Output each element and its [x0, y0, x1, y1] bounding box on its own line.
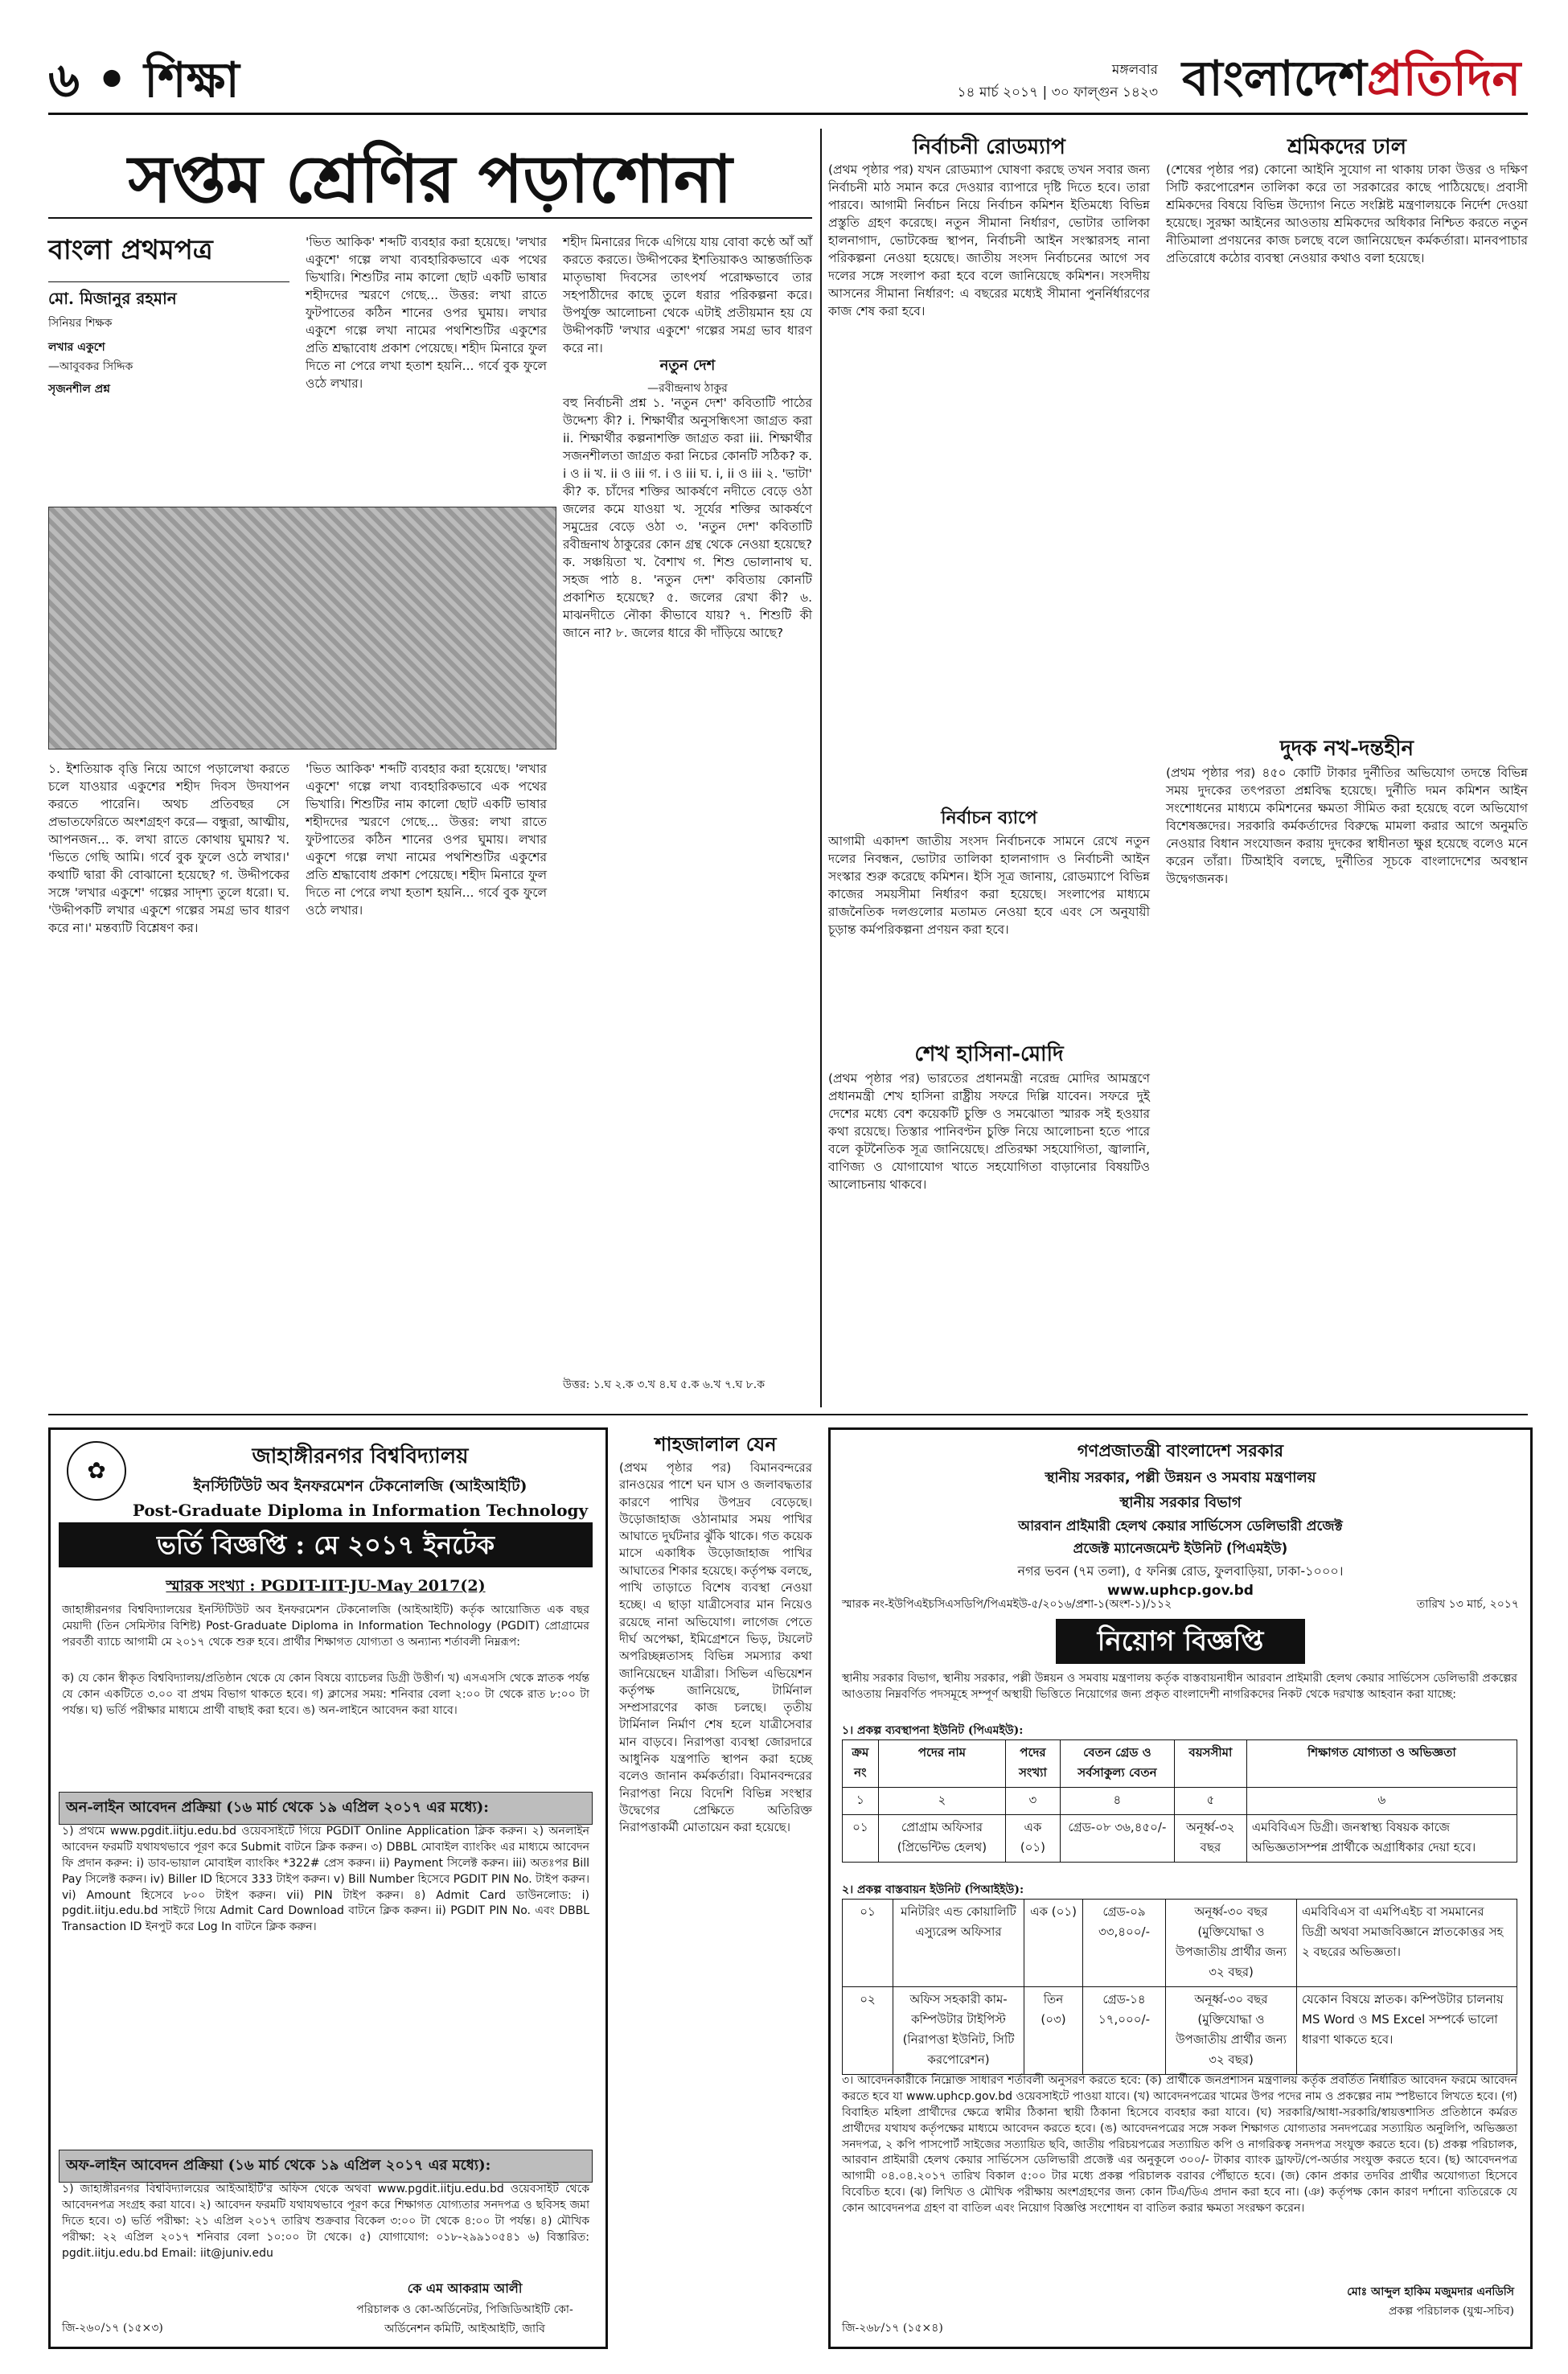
gov-website: www.uphcp.gov.bd — [1107, 1583, 1254, 1599]
gov-line-5: প্রজেক্ট ম্যানেজমেন্ট ইউনিট (পিএমইউ) — [1073, 1541, 1288, 1557]
ju-institute-name: ইনস্টিটিউট অব ইনফরমেশন টেকনোলজি (আইআইটি) — [193, 1477, 527, 1495]
table-cell: এক (০১) — [1006, 1815, 1061, 1863]
table-cell: মনিটরিং এন্ড কোয়ালিটি এস্যুরেন্স অফিসার — [893, 1900, 1024, 1987]
mcq-text: বহু নির্বাচনী প্রশ্ন ১. 'নতুন দেশ' কবিতাটি পাঠের উদ্দেশ্য কী? i. শিক্ষার্থীর অনুসন্ধিৎসা জাগ্রত করা ii. শিক্ষার্থীর কল্পনাশক্তি জাগ্রত করা iii. শিক্ষার্থীর সজনশীলতা জাগ্রত করা নিচের কোনটি সঠিক? ক. i ও ii খ. ii ও iii গ. i ও iii ঘ. i, ii ও iii ২. 'ভাটা' কী? ক. চাঁদের শক্তির আকর্ষণে নদীতে বেড়ে ওঠা জলের কমে যাওয়া খ. সূর্যের শক্তির আকর্ষণে সমুদ্রের বেড়ে ওঠা ৩. 'নতুন দেশ' কবিতাটি রবীন্দ্রনাথ ঠাকুরের কোন গ্রন্থ থেকে নেওয়া হয়েছে? ক. সঞ্চয়িতা খ. বৈশাখ গ. শিশু ভোলানাথ ঘ. সহজ পাঠ ৪. 'নতুন দেশ' কবিতায় কোনটি প্রকাশিত হয়েছে? ৫. জলের রেখা কী? ৬. মাঝনদীতে নৌকা কীভাবে যায়? ৭. শিশুটি কী জানে না? ৮. জলের ধারে কী দাঁড়িয়ে আছে? — [563, 396, 812, 640]
ju-rules: ক) যে কোন স্বীকৃত বিশ্ববিদ্যালয়/প্রতিষ্ঠান থেকে যে কোন বিষয়ে ব্যাচেলর ডিগ্রী উত্তীর্ণ। খ) এসএসসি থেকে স্নাতক পর্যন্ত যে কোন একটিতে ৩.০০ বা প্রথম বিভাগ থাকতে হবে। গ) ক্লাসের সময়: শনিবার বেলা ২:০০ টা থেকে রাত ৮:০০ টা পর্যন্ত। ঘ) ভর্তি পরীক্ষার মাধ্যমে প্রার্থী বাছাই করা হবে। ঙ) অন-লাইনে আবেদন করা যাবে। — [62, 1672, 589, 1717]
page-header — [48, 39, 1528, 115]
table-header: ক্রম নং — [843, 1740, 879, 1788]
table-row — [843, 1987, 1517, 2075]
gov-signer-role: প্রকল্প পরিচালক (যুগ্ম-সচিব) — [1388, 2305, 1514, 2318]
table-cell: যেকোন বিষয়ে স্নাতক। কম্পিউটার চালনায় MS Word ও MS Excel সম্পর্কে ভালো ধারণা থাকতে হবে। — [1297, 1987, 1517, 2075]
masthead-part-a: বাংলাদেশ — [1182, 51, 1367, 107]
table-number-row — [843, 1788, 1517, 1815]
election-subtitle: নির্বাচন ব্যাপে — [941, 807, 1037, 828]
subject-title: বাংলা প্রথমপত্র — [48, 234, 213, 266]
gov-table-2 — [842, 1899, 1517, 2075]
thief-text: (প্রথম পৃষ্ঠার পর) ৪৫০ কোটি টাকার দুর্নীতির অভিযোগ তদন্তে বিভিন্ন সময় দুদকের তৎপরতা প্রশ্নবিদ্ধ হয়েছে। দুর্নীতি দমন কমিশন আইন সংশোধনের মাধ্যমে কমিশনের ক্ষমতা সীমিত করা হয়েছে বলে অভিযোগ বিশেষজ্ঞদের। সরকারি কর্মকর্তাদের বিরুদ্ধে মামলা করার আগে অনুমতি নেওয়ার বিধান সংযোজন করায় দুদকের স্বাধীনতা ক্ষুণ্ণ হয়েছে বলেও মনে করেন তাঁরা। টিআইবি বলছে, দুর্নীতির সূচকে বাংলাদেশের অবস্থান উদ্বেগজনক। — [1166, 766, 1528, 886]
gov-line-3: স্থানীয় সরকার বিভাগ — [1119, 1494, 1242, 1511]
masthead-part-b: প্রতিদিন — [1366, 51, 1521, 107]
table-cell: অনূর্ধ্ব-৩০ বছর (মুক্তিযোদ্ধা ও উপজাতীয় প্রার্থীর জন্য ৩২ বছর) — [1166, 1900, 1297, 1987]
recruitment-ad — [828, 1427, 1533, 2349]
table-header: শিক্ষাগত যোগ্যতা ও অভিজ্ঞতা — [1246, 1740, 1517, 1788]
creative-question-label: সৃজনশীল প্রশ্ন — [48, 383, 110, 396]
gov-table-1 — [842, 1739, 1517, 1863]
masthead-logo — [1182, 42, 1521, 122]
lesson-title: লখার একুশে — [48, 341, 105, 354]
shahjalal-text: (প্রথম পৃষ্ঠার পর) বিমানবন্দরের রানওয়ের পাশে ঘন ঘাস ও জলাবদ্ধতার কারণে পাখির উপদ্রব বেড়েছে। উড়োজাহাজ ওঠানামার সময় পাখির আঘাতে দুর্ঘটনার ঝুঁকি থাকে। গত কয়েক মাসে একাধিক উড়োজাহাজ পাখির আঘাতের শিকার হয়েছে। কর্তৃপক্ষ বলছে, পাখি তাড়াতে বিশেষ ব্যবস্থা নেওয়া হচ্ছে। এ ছাড়া যাত্রীসেবার মান নিয়েও রয়েছে নানা অভিযোগ। লাগেজ পেতে দীর্ঘ অপেক্ষা, ইমিগ্রেশনে ভিড়, টয়লেট অপরিচ্ছন্নতাসহ বিভিন্ন সমস্যার কথা জানিয়েছেন যাত্রীরা। সিভিল এভিয়েশন কর্তৃপক্ষ জানিয়েছে, টার্মিনাল সম্প্রসারণের কাজ চলছে। তৃতীয় টার্মিনাল নির্মাণ শেষ হলে যাত্রীসেবার মান বাড়বে। নিরাপত্তা ব্যবস্থা জোরদারে আধুনিক যন্ত্রপাতি স্থাপন করা হচ্ছে বলেও জানান কর্মকর্তারা। বিমানবন্দরের নিরাপত্তা নিয়ে বিদেশি বিভিন্ন সংস্থার উদ্বেগের প্রেক্ষিতে অতিরিক্ত নিরাপত্তাকর্মী মোতায়েন করা হয়েছে। — [619, 1460, 812, 1835]
gov-conditions: ৩। আবেদনকারীকে নিম্নোক্ত সাধারণ শর্তাবলী অনুসরণ করতে হবে: (ক) প্রার্থীকে জনপ্রশাসন মন্ত্রণালয় কর্তৃক প্রবর্তিত নির্ধারিত আবেদন ফরমে আবেদন করতে হবে যা www.uphcp.gov.bd ওয়েবসাইটে পাওয়া যাবে। (খ) আবেদনপত্রের খামের উপর পদের নাম ও প্রকল্পের নাম স্পষ্টভাবে লিখতে হবে। (গ) বিবাহিত মহিলা প্রার্থীদের ক্ষেত্রে স্বামীর ঠিকানা স্থায়ী ঠিকানা হিসেবে ব্যবহার করা যাবে। (ঘ) সরকারি/আধা-সরকারি/স্বায়ত্তশাসিত প্রতিষ্ঠানে কর্মরত প্রার্থীদের যথাযথ কর্তৃপক্ষের মাধ্যমে আবেদন করতে হবে। (ঙ) আবেদনপত্রের সঙ্গে সকল শিক্ষাগত যোগ্যতার সনদপত্রের সত্যায়িত অনুলিপি, অভিজ্ঞতা সনদপত্র, ২ কপি পাসপোর্ট সাইজের সত্যায়িত ছবি, জাতীয় পরিচয়পত্রের সত্যায়িত কপি ও নাগরিকত্ব সনদপত্র সংযুক্ত করতে হবে। (চ) প্রকল্প পরিচালক, আরবান প্রাইমারী হেলথ কেয়ার সার্ভিসেস ডেলিভারী প্রজেক্ট এর অনুকূলে ৩০০/- টাকার ব্যাংক ড্রাফট/পে-অর্ডার সংযুক্ত করতে হবে। (ছ) আবেদনপত্র আগামী ০৪.০৪.২০১৭ তারিখ বিকাল ৫:০০ টার মধ্যে প্রকল্প পরিচালক বরাবর পৌঁছাতে হবে। (জ) কোন প্রকার তদবির প্রার্থীর অযোগ্যতা হিসেবে বিবেচিত হবে। (ঝ) লিখিত ও মৌখিক পরীক্ষায় অংশগ্রহণের জন্য কোন টিএ/ডিএ প্রদান করা হবে না। (ঞ) কর্তৃপক্ষ কোন কারণ দর্শানো ব্যতিরেকে যে কোন আবেদনপত্র গ্রহণ বা বাতিল এবং নিয়োগ বিজ্ঞপ্তি সংশোধন বা বাতিল করার ক্ষমতা সংরক্ষণ করেন। — [842, 2074, 1518, 2215]
students-exam-photo — [48, 507, 556, 750]
author-name: মো. মিজানুর রহমান — [48, 281, 289, 314]
election-text: (প্রথম পৃষ্ঠার পর) যখন রোডম্যাপ ঘোষণা করছে তখন সবার জন্য নির্বাচনী মাঠ সমান করে দেওয়ার ব্যাপারে দৃষ্টি দিতে হবে। তারা পারবে। আগামী নির্বাচন নিয়ে নির্বাচন কমিশন ইতিমধ্যে বিভিন্ন প্রস্তুতি গ্রহণ করেছে। নতুন সীমানা নির্ধারণ, ভোটার তালিকা হালনাগাদ, ভোটকেন্দ্র স্থাপন, নির্বাচনী আইন সংস্কারসহ নানা পরিকল্পনা নেওয়া হয়েছে। জাতীয় সংসদ নির্বাচনের আগে সব দলের সঙ্গে সংলাপ করা হবে বলে জানিয়েছে কমিশন। সংসদীয় আসনের সীমানা নির্ধারণ: এ বছরের মধ্যেই সীমানা পুনর্নির্ধারণের কাজ শেষ করা হবে। — [828, 162, 1150, 318]
ju-offline-bar: অফ-লাইন আবেদন প্রক্রিয়া (১৬ মার্চ থেকে ১৯ এপ্রিল ২০১৭ এর মধ্যে): — [59, 2150, 593, 2183]
workers-text: (শেষের পৃষ্ঠার পর) কোনো আইনি সুযোগ না থাকায় ঢাকা উত্তর ও দক্ষিণ সিটি করপোরেশন তালিকা করে তা সরকারের কাছে পাঠিয়েছে। প্রবাসী শ্রমিকদের বিষয়ে বিভিন্ন উদ্যোগ নিতে সংশ্লিষ্ট মন্ত্রণালয়কে নির্দেশ দেওয়া হয়েছে। সুরক্ষা আইনের আওতায় শ্রমিকদের অধিকার নিশ্চিত করতে নতুন নীতিমালা প্রণয়নের কাজ চলছে বলে জানিয়েছেন কর্মকর্তারা। মানবপাচার প্রতিরোধে কঠোর ব্যবস্থা নেওয়ার কথাও বলা হয়েছে। — [1166, 162, 1528, 265]
education-column-1: ১. ইশতিয়াক বৃত্তি নিয়ে আগে পড়ালেখা করতে চলে যাওয়ার একুশের শহীদ দিবস উদযাপন করতে পারেনি। অথচ প্রতিবছর সে প্রভাতফেরিতে অংশগ্রহণ করে— বন্ধুরা, আত্মীয়, আপনজন... ক. লখা রাতে কোথায় ঘুমায়? খ. 'ভিতে গেছি আমি। গর্বে বুক ফুলে ওঠে লখার।' কথাটি দ্বারা কী বোঝানো হয়েছে? গ. উদ্দীপকের সঙ্গে 'লখার একুশে' গল্পের সাদৃশ্য তুলে ধরো। ঘ. 'উদ্দীপকটি লখার একুশে গল্পের সমগ্র ভাব ধারণ করে না।' মন্তব্যটি বিশ্লেষণ কর। — [48, 762, 289, 935]
gov-intro: স্থানীয় সরকার বিভাগ, স্থানীয় সরকার, পল্লী উন্নয়ন ও সমবায় মন্ত্রণালয় কর্তৃক বাস্তবায়নাধীন আরবান প্রাইমারী হেলথ কেয়ার সার্ভিসেস ডেলিভারী প্রকল্পের আওতায় নিম্নবর্ণিত পদসমূহে সম্পূর্ণ অস্থায়ী ভিত্তিতে নিয়োগের জন্য প্রকৃত বাংলাদেশী নাগরিকদের নিকট থেকে দরখাস্ত আহবান করা যাচ্ছে: — [842, 1672, 1517, 1701]
table-cell: অনূর্ধ্ব-৩০ বছর (মুক্তিযোদ্ধা ও উপজাতীয় প্রার্থীর জন্য ৩২ বছর) — [1166, 1987, 1297, 2075]
ju-ad-code: জি-২৬০/১৭ (১৫×৩) — [62, 2322, 163, 2335]
gov-line-4: আরবান প্রাইমারী হেলথ কেয়ার সার্ভিসেস ডেলিভারী প্রজেক্ট — [1018, 1518, 1343, 1534]
ju-ad-heading — [131, 1440, 589, 1520]
table-cell: অনূর্ধ্ব-৩২ বছর — [1175, 1815, 1247, 1863]
university-seal-icon: ✿ — [67, 1441, 126, 1501]
ju-signer-role: পরিচালক ও কো-অর্ডিনেটর, পিজিডিআইটি কো-অর্ডিনেশন কমিটি, আইআইটি, জাবি — [356, 2303, 573, 2335]
author-role: সিনিয়র শিক্ষক — [48, 317, 113, 330]
table-header-row — [843, 1740, 1517, 1788]
table-cell: ০২ — [843, 1987, 893, 2075]
mcq-title: নতুন দেশ — [659, 357, 716, 374]
table-header: পদের সংখ্যা — [1006, 1740, 1061, 1788]
lesson-author: —আবুবকর সিদ্দিক — [48, 360, 133, 373]
table-cell: প্রোগ্রাম অফিসার (প্রিভেন্টিভ হেলথ) — [878, 1815, 1005, 1863]
table-cell: গ্রেড-০৯ ৩৩,৪০০/- — [1083, 1900, 1166, 1987]
section-divider — [48, 1414, 1528, 1415]
gov-memo-date: তারিখ ১৩ মার্চ, ২০১৭ — [1416, 1598, 1519, 1611]
gov-line-2: স্থানীয় সরকার, পল্লী উন্নয়ন ও সমবায় মন্ত্রণালয় — [1045, 1469, 1316, 1486]
table-cell: ০১ — [843, 1815, 879, 1863]
hasina-modi-text: (প্রথম পৃষ্ঠার পর) ভারতের প্রধানমন্ত্রী নরেন্দ্র মোদির আমন্ত্রণে প্রধানমন্ত্রী শেখ হাসিনা রাষ্ট্রীয় সফরে দিল্লি যাবেন। সফরে দুই দেশের মধ্যে বেশ কয়েকটি চুক্তি ও সমঝোতা স্মারক সই হওয়ার কথা রয়েছে। তিস্তার পানিবণ্টন চুক্তি নিয়ে আলোচনা হতে পারে বলে কূটনৈতিক সূত্র জানিয়েছে। প্রতিরক্ষা সহযোগিতা, জ্বালানি, বাণিজ্য ও যোগাযোগ খাতে সহযোগিতা বাড়ানোর বিষয়টিও আলোচনায় থাকবে। — [828, 1071, 1150, 1192]
gov-ad-code: জি-২৬৮/১৭ (১৫×৪) — [842, 2322, 943, 2335]
education-column-3: শহীদ মিনারের দিকে এগিয়ে যায় বোবা কণ্ঠে আঁ আঁ করতে করতে। উদ্দীপকের ইশতিয়াকও আন্তর্জাতিক মাতৃভাষা দিবসের তাৎপর্য পরোক্ষভাবে তার সহপাঠীদের কাছে তুলে ধরার পরিকল্পনা করে। উপর্যুক্ত আলোচনা থেকে এটাই প্রতীয়মান হয় যে উদ্দীপকটি 'লখার একুশে' গল্পের সমগ্র ভাব ধারণ করে না। — [563, 235, 812, 355]
gov-signature — [1217, 2282, 1514, 2321]
mcq-answers: উত্তর: ১.ঘ ২.ক ৩.খ ৪.ঘ ৫.ক ৬.খ ৭.ঘ ৮.ক — [563, 1378, 766, 1391]
ju-online-bar: অন-লাইন আবেদন প্রক্রিয়া (১৬ মার্চ থেকে ১৯ এপ্রিল ২০১৭ এর মধ্যে): — [59, 1792, 593, 1825]
ju-offline-text: ১) জাহাঙ্গীরনগর বিশ্ববিদ্যালয়ের আইআইটি'র অফিস থেকে অথবা www.pgdit.iitju.edu.bd ওয়েবসাইট থেকে আবেদনপত্র সংগ্রহ করা যাবে। ২) আবেদন ফরমটি যথাযথভাবে পূরণ করে শিক্ষাগত যোগ্যতার সনদপত্র ও ছবিসহ জমা দিতে হবে। ৩) ভর্তি পরীক্ষা: ২১ এপ্রিল ২০১৭ তারিখ শুক্রবার বিকেল ৩:০০ টা থেকে ৪:০০ টা পর্যন্ত। ৪) মৌখিক পরীক্ষা: ২২ এপ্রিল ২০১৭ শনিবার বেলা ১০:০০ টা থেকে। ৫) যোগাযোগ: ০১৮-২৯৯১০৫৪১ ৬) বিস্তারিত: pgdit.iitju.edu.bd Email: iit@juniv.edu — [62, 2183, 589, 2260]
table-header: পদের নাম — [878, 1740, 1005, 1788]
mcq-heading — [563, 354, 812, 398]
ju-program-name: Post-Graduate Diploma in Information Technology — [132, 1501, 589, 1520]
table-row — [843, 1900, 1517, 1987]
ju-university-name: জাহাঙ্গীরনগর বিশ্ববিদ্যালয় — [252, 1444, 469, 1468]
ju-intro: জাহাঙ্গীরনগর বিশ্ববিদ্যালয়ের ইনস্টিটিউট অব ইনফরমেশন টেকনোলজি (আইআইটি) কর্তৃক আয়োজিত এক বছর মেয়াদী (তিন সেমিস্টার বিশিষ্ট) Post-Graduate Diploma in Information Technology (PGDIT) প্রোগ্রামের পরবর্তী ব্যাচে আগামী মে ২০১৭ থেকে শুরু হবে। প্রার্থীর শিক্ষাগত যোগ্যতা ও অন্যান্য শর্তাবলী নিম্নরূপ: — [62, 1604, 589, 1649]
table-cell: এমবিবিএস বা এমপিএইচ বা সমমানের ডিগ্রী অথবা সমাজবিজ্ঞানে স্নাতকোত্তর সহ ২ বছরের অভিজ্ঞতা। — [1297, 1900, 1517, 1987]
ju-admission-banner: ভর্তি বিজ্ঞপ্তি : মে ২০১৭ ইনটেক — [59, 1522, 593, 1567]
ju-online-text: ১) প্রথমে www.pgdit.iitju.edu.bd ওয়েবসাইটে গিয়ে PGDIT Online Application ক্লিক করুন। ২) অনলাইন আবেদন ফরমটি যথাযথভাবে পূরণ করে Submit বাটনে ক্লিক করুন। ৩) DBBL মোবাইল ব্যাংকিং এর মাধ্যমে আবেদন ফি প্রদান করুন: i) ডাব-ভায়াল মোবাইল ব্যাংকিং *322# প্রেস করুন। ii) Payment সিলেক্ট করুন। iii) অতঃপর Bill Pay সিলেক্ট করুন। iv) Biller ID হিসেবে 333 টাইপ করুন। v) Bill Number হিসেবে PGDIT PIN No. টাইপ করুন। vi) Amount হিসেবে ৮০০ টাইপ করুন। vii) PIN টাইপ করুন। ৪) Admit Card ডাউনলোড: i) pgdit.iitju.edu.bd সাইটে গিয়ে Admit Card Download বাটনে ক্লিক করুন। ii) PGDIT PIN No. এবং DBBL Transaction ID ইনপুট করে Log In বাটনে ক্লিক করুন। — [62, 1825, 589, 1934]
table-cell: ০১ — [843, 1900, 893, 1987]
table-header: বেতন গ্রেড ও সর্বসাকুল্য বেতন — [1060, 1740, 1174, 1788]
subject-block — [48, 229, 289, 399]
gov-ad-heading — [839, 1438, 1522, 1599]
election-title: নির্বাচনী রোডম্যাপ — [913, 135, 1065, 159]
date-block — [836, 60, 1158, 105]
table-cell: ৪ — [1060, 1788, 1174, 1815]
gov-memo: স্মারক নং-ইউপিএইচসিএসডিপি/পিএমইউ-৫/২০১৬/প্রশা-১(অংশ-১)/১১২ — [842, 1598, 1172, 1611]
ju-signer-name: কে এম আকরাম আলী — [407, 2281, 523, 2296]
mcq-author: —রবীন্দ্রনাথ ঠাকুর — [647, 382, 728, 395]
gov-unit-1: ১। প্রকল্প ব্যবস্থাপনা ইউনিট (পিএমইউ): — [842, 1724, 1024, 1737]
table-cell: ৫ — [1175, 1788, 1247, 1815]
workers-title: শ্রমিকদের ঢাল — [1287, 135, 1407, 159]
education-column-2: 'ভিত আকিক' শব্দটি ব্যবহার করা হয়েছে। 'লখার একুশে' গল্পে লখা ব্যবহারিকভাবে এক পথের ভিখারি। শিশুটির নাম কালো ছোট একটি ভাষার শহীদদের স্মরণে গেছে... উত্তর: লখা রাতে ফুটপাতের কঠিন শানের ওপর ঘুমায়। লখার একুশে গল্পে লখা নামের পথশিশুটির একুশের প্রতি শ্রদ্ধাবোধ প্রকাশ পেয়েছে। শহীদ মিনারে ফুল দিতে না পেরে লখা হতাশ হয়নি... গর্বে বুক ফুলে ওঠে লখার। — [306, 762, 547, 918]
recruitment-banner: নিয়োগ বিজ্ঞপ্তি — [1056, 1619, 1305, 1664]
table-row — [843, 1815, 1517, 1863]
date-label: ১৪ মার্চ ২০১৭ | ৩০ ফাল্গুন ১৪২৩ — [957, 84, 1158, 101]
table-cell: তিন (০৩) — [1024, 1987, 1083, 2075]
day-label: মঙ্গলবার — [1111, 62, 1158, 78]
table-cell: এমবিবিএস ডিগ্রী। জনস্বাস্থ্য বিষয়ক কাজে অভিজ্ঞতাসম্পন্ন প্রার্থীকে অগ্রাধিকার দেয়া হবে। — [1246, 1815, 1517, 1863]
election-text-2: আগামী একাদশ জাতীয় সংসদ নির্বাচনকে সামনে রেখে নতুন দলের নিবন্ধন, ভোটার তালিকা হালনাগাদ ও নির্বাচনী আইন সংস্কার শুরু করেছে কমিশন। ইসি সূত্র জানায়, রোডম্যাপে বিভিন্ন কাজের সময়সীমা নির্ধারণ করা হয়েছে। সংলাপের মাধ্যমে রাজনৈতিক দলগুলোর মতামত নেওয়া হবে এবং সে অনুযায়ী চূড়ান্ত কর্মপরিকল্পনা প্রণয়ন করা হবে। — [828, 834, 1150, 937]
gov-unit-2: ২। প্রকল্প বাস্তবায়ন ইউনিট (পিআইইউ): — [842, 1883, 1024, 1896]
table-cell: ৬ — [1246, 1788, 1517, 1815]
education-column-2-top: 'ভিত আকিক' শব্দটি ব্যবহার করা হয়েছে। 'লখার একুশে' গল্পে লখা ব্যবহারিকভাবে এক পথের ভিখারি। শিশুটির নাম কালো ছোট একটি ভাষার শহীদদের স্মরণে গেছে... উত্তর: লখা রাতে ফুটপাতের কঠিন শানের ওপর ঘুমায়। লখার একুশে গল্পে লখা নামের পথশিশুটির একুশের প্রতি শ্রদ্ধাবোধ প্রকাশ পেয়েছে। শহীদ মিনারে ফুল দিতে না পেরে লখা হতাশ হয়নি... গর্বে বুক ফুলে ওঠে লখার। — [306, 235, 547, 391]
gov-signer-name: মোঃ আব্দুল হাকিম মজুমদার এনডিসি — [1347, 2286, 1514, 2298]
gov-line-6: নগর ভবন (৭ম তলা), ৫ ফনিক্স রোড, ফুলবাড়িয়া, ঢাকা-১০০০। — [1017, 1563, 1344, 1579]
ju-admission-ad — [48, 1427, 608, 2349]
table-cell: ৩ — [1006, 1788, 1061, 1815]
ju-memo: স্মারক সংখ্যা : PGDIT-IIT-JU-May 2017(2) — [166, 1577, 486, 1595]
table-cell: এক (০১) — [1024, 1900, 1083, 1987]
gov-line-1: গণপ্রজাতন্ত্রী বাংলাদেশ সরকার — [1077, 1441, 1284, 1460]
table-cell: অফিস সহকারী কাম-কম্পিউটার টাইপিস্ট (নিরাপত্তা ইউনিট, সিটি করপোরেশন) — [893, 1987, 1024, 2075]
hasina-modi-title: শেখ হাসিনা-মোদি — [914, 1042, 1064, 1066]
table-header: বয়সসীমা — [1175, 1740, 1247, 1788]
table-cell: ২ — [878, 1788, 1005, 1815]
education-title: সপ্তম শ্রেণির পড়াশোনা — [48, 129, 812, 219]
ju-signature — [340, 2278, 589, 2339]
table-cell: গ্রেড-১৪ ১৭,০০০/- — [1083, 1987, 1166, 2075]
thief-title: দুদক নখ-দন্তহীন — [1279, 737, 1414, 761]
table-cell: গ্রেড-০৮ ৩৬,৪৫০/- — [1060, 1815, 1174, 1863]
page-section-label: ৬ • শিক্ষা — [48, 52, 240, 109]
table-cell: ১ — [843, 1788, 879, 1815]
column-divider — [820, 129, 822, 1407]
shahjalal-title: শাহজালাল যেন — [655, 1432, 777, 1456]
